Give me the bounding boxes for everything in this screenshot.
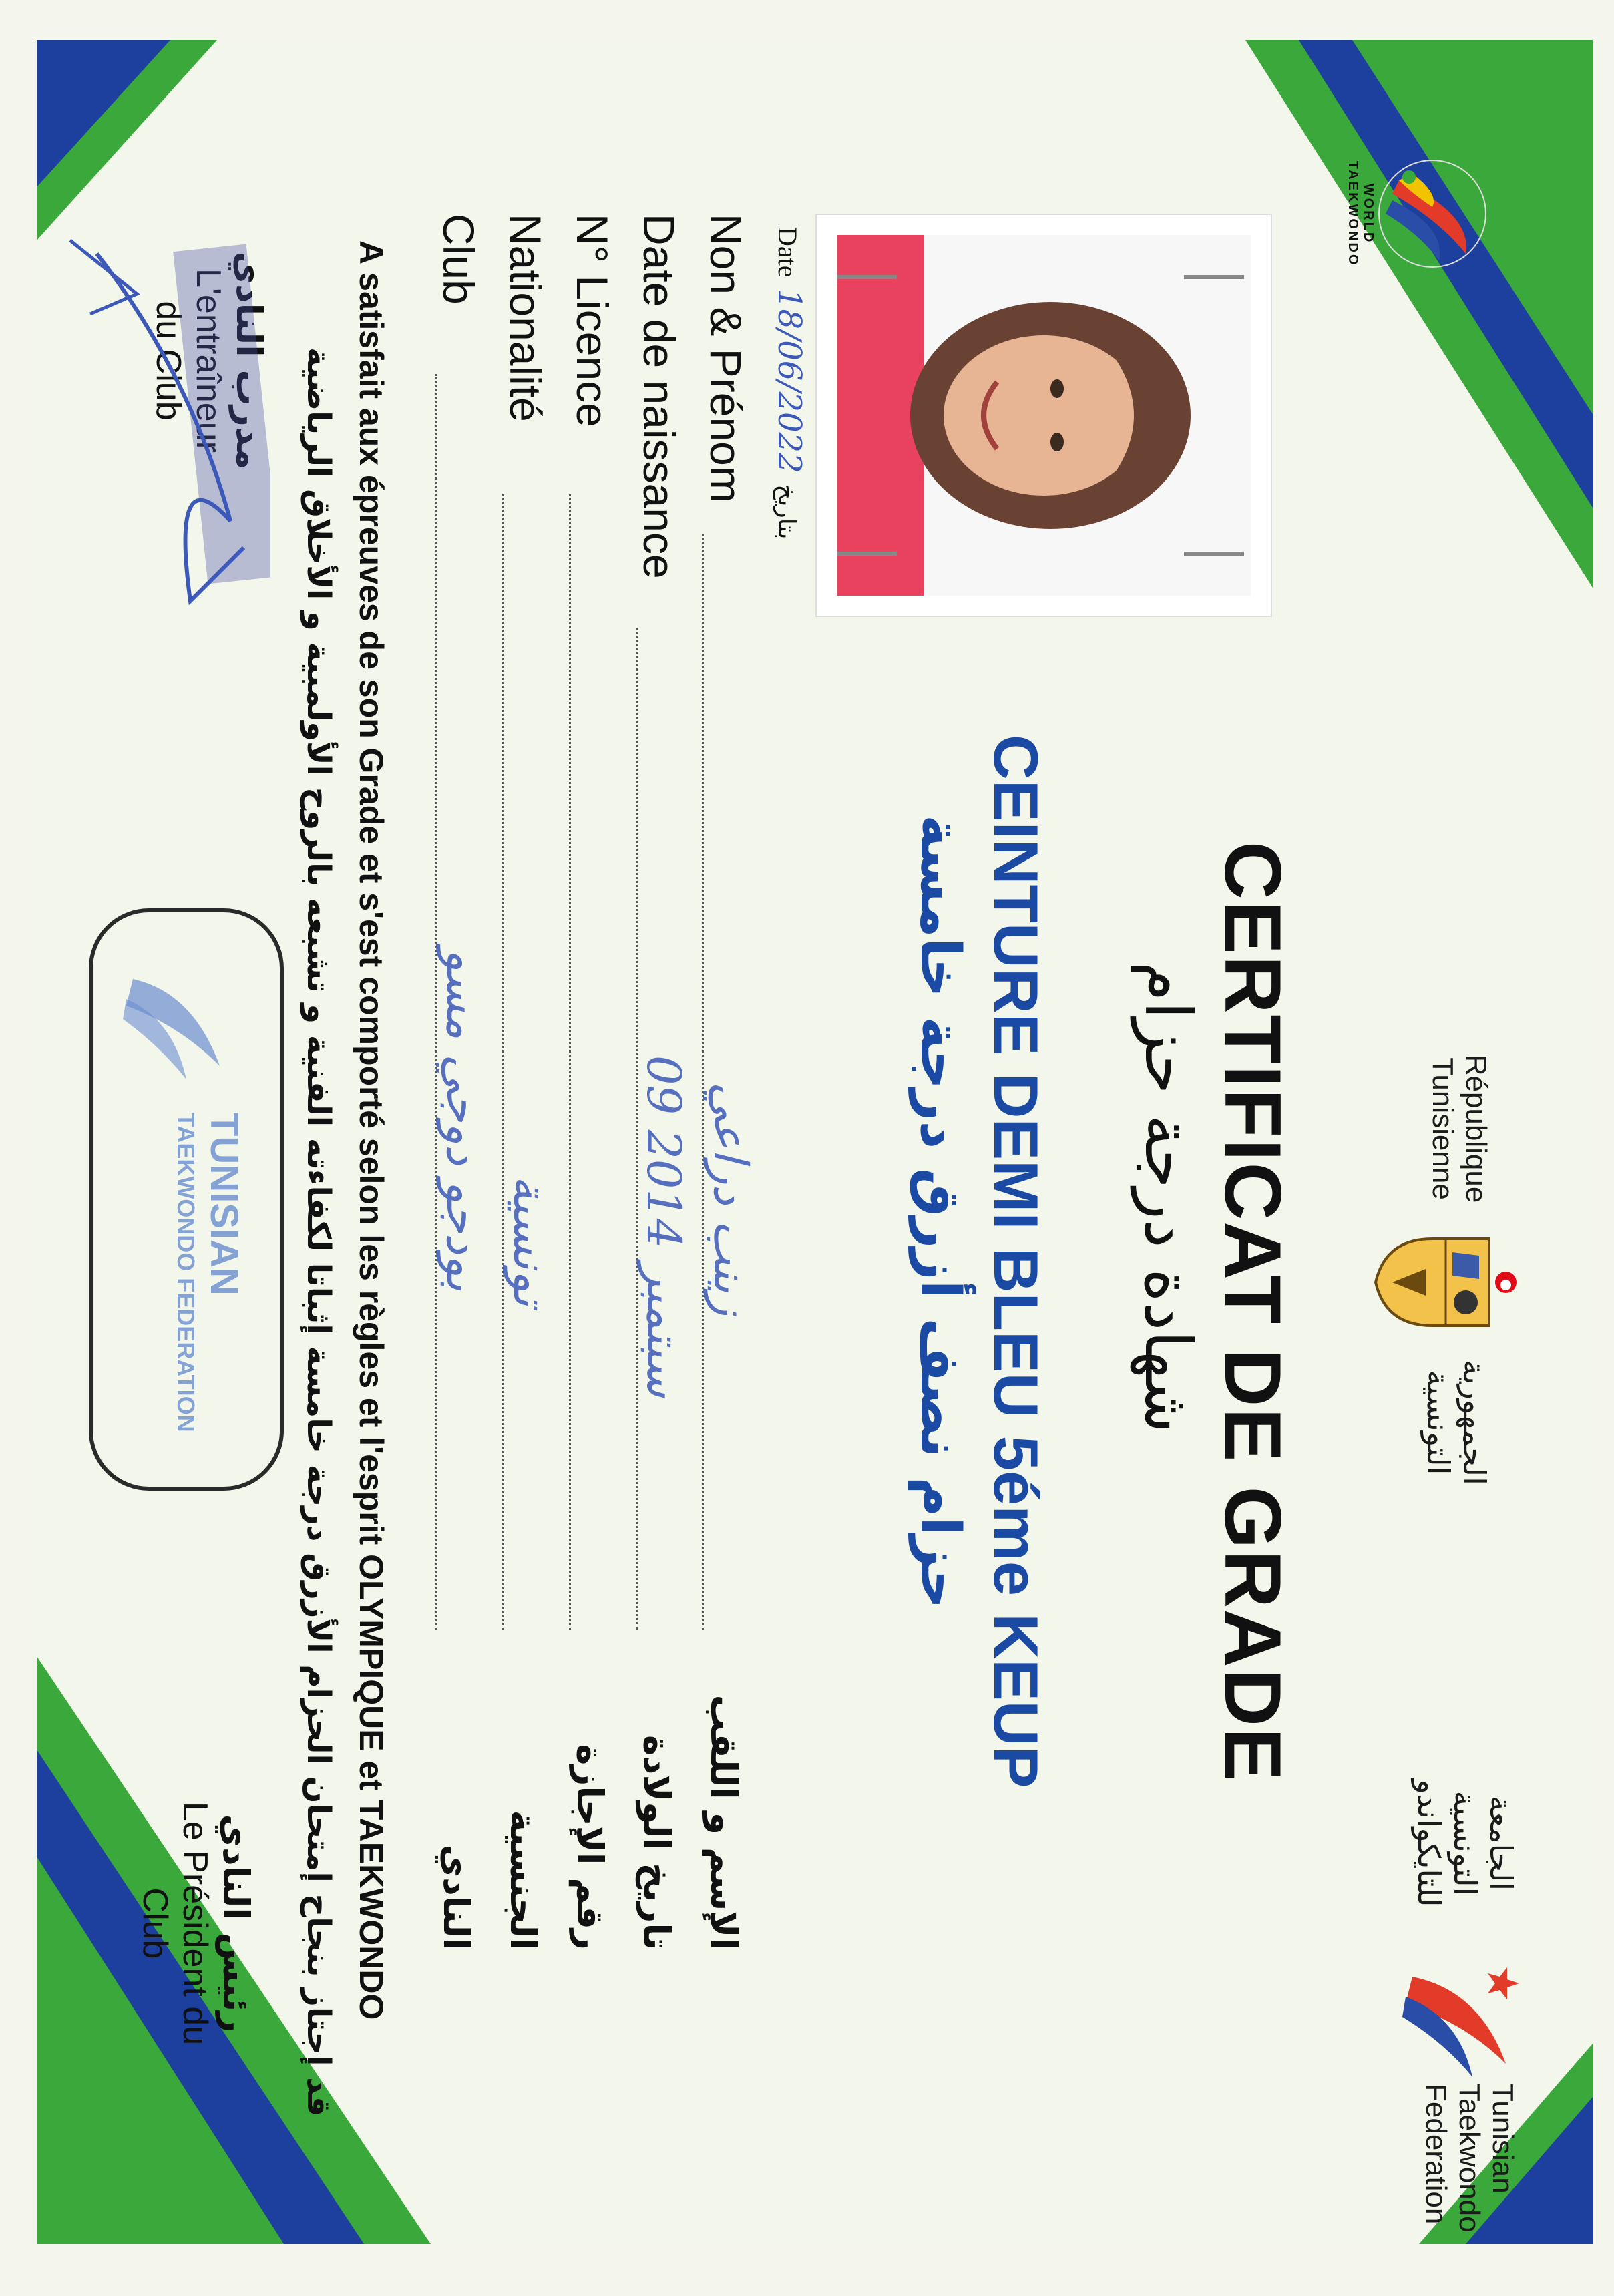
stamp-logo (120, 952, 253, 1086)
federation-ar-line3: للتايكواندو (1411, 1779, 1447, 1907)
belt-grade-fr: CEINTURE DEMI BLEU 5éme KEUP (981, 735, 1051, 1788)
federation-en-line3: Federation (1420, 2084, 1452, 2225)
stamp-line2: TAEKWONDO FEDERATION (172, 1113, 200, 1432)
federation-en-line1: Tunisian (1486, 2084, 1519, 2194)
field-licence-label-fr: N° Licence (568, 214, 617, 427)
date-label-fr: Date (773, 227, 803, 278)
field-birthdate-label-fr: Date de naissance (634, 214, 684, 579)
field-licence-line (569, 494, 571, 1630)
field-licence-label-ar: رقم الإجازة (569, 1744, 611, 1950)
stamp-line1: TUNISIAN (202, 1113, 246, 1296)
republic-ar-line1: الجمهورية (1456, 1360, 1492, 1485)
statement-ar: قد إجتاز بنجاح إمتحان الحزام الأزرق درجة خامسة إثباتا لكفاءته الفنية و تشبعه بالروح الأولمبية و الأخلاق الرياضية (300, 347, 337, 2117)
world-taekwondo-text: WORLD TAEKWONDO (1346, 160, 1376, 267)
date-label-ar: بتاريخ (773, 484, 800, 540)
world-taekwondo-logo (1346, 134, 1512, 294)
coach-title-fr-line2: du Club (149, 301, 188, 421)
president-title-fr-line2: Club (136, 1887, 174, 1959)
field-birthdate-value: 09 سبتمبر 2014 (636, 1055, 691, 1398)
field-nationality-line (502, 494, 504, 1630)
republic-fr-line2: Tunisienne (1426, 1057, 1459, 1200)
coach-title-fr-line1: L'entraîneur (189, 268, 228, 453)
field-row-licence (558, 214, 624, 1950)
belt-grade-ar: حزام نصف أزرق درجة خامسة (908, 815, 972, 1609)
republic-fr-line1: République (1460, 1054, 1492, 1203)
student-photo (815, 214, 1272, 617)
field-club-label-ar: النادي (435, 1844, 477, 1950)
field-club-value: بودجو دوجي مسو (436, 948, 491, 1292)
coach-signature-scribble (57, 174, 270, 708)
republic-name-ar (1420, 1342, 1492, 1503)
federation-ar-line2: التونسية (1447, 1790, 1483, 1896)
date-value: 18/06/2022 (771, 288, 808, 473)
field-birthdate-label-ar: تاريخ الولادة (636, 1734, 678, 1950)
field-nationality-label-ar: الجنسية (502, 1810, 544, 1950)
field-nationality-label-fr: Nationalité (501, 214, 550, 422)
field-row-nationality (491, 214, 558, 1950)
federation-en-line2: Taekwondo (1453, 2084, 1486, 2233)
grade-certificate (37, 40, 1593, 2244)
president-signature-block (135, 1750, 257, 2097)
field-row-club (424, 214, 491, 1950)
certificate-title-fr: CERTIFICAT DE GRADE (1208, 841, 1297, 1783)
field-name-label-fr: Non & Prénom (701, 214, 751, 503)
federation-name-ar (1411, 1750, 1519, 1937)
president-title-fr-line1: Le Président du (176, 1801, 214, 2046)
field-row-birthdate (624, 214, 691, 1950)
federation-logo (1399, 1950, 1546, 2084)
coach-title-ar: مدرب النادي (228, 251, 270, 470)
president-title-ar: رئيس النادي (215, 1814, 257, 2033)
federation-ar-line1: الجامعة (1483, 1796, 1519, 1891)
field-club-label-fr: Club (434, 214, 483, 305)
federation-name-en (1419, 2084, 1519, 2231)
certificate-title-ar: شهادة درجة حزام (1131, 962, 1205, 1434)
field-row-name (691, 214, 758, 1950)
republic-name-fr (1426, 1042, 1492, 1215)
tunisia-coat-of-arms (1372, 1229, 1519, 1336)
republic-ar-line2: التونسية (1420, 1370, 1456, 1475)
field-nationality-value: تونسية (503, 1175, 558, 1307)
federation-stamp (89, 908, 284, 1491)
field-name-label-ar: الإسم و اللقب (702, 1694, 745, 1950)
statement-fr: A satisfait aux épreuves de son Grade et s'est comporté selon les règles et l'esprit OLYMPIQUE et TAEKWONDO (353, 240, 390, 2020)
certificate-date (771, 227, 808, 540)
field-name-value: زينب دراعي (703, 1082, 758, 1316)
